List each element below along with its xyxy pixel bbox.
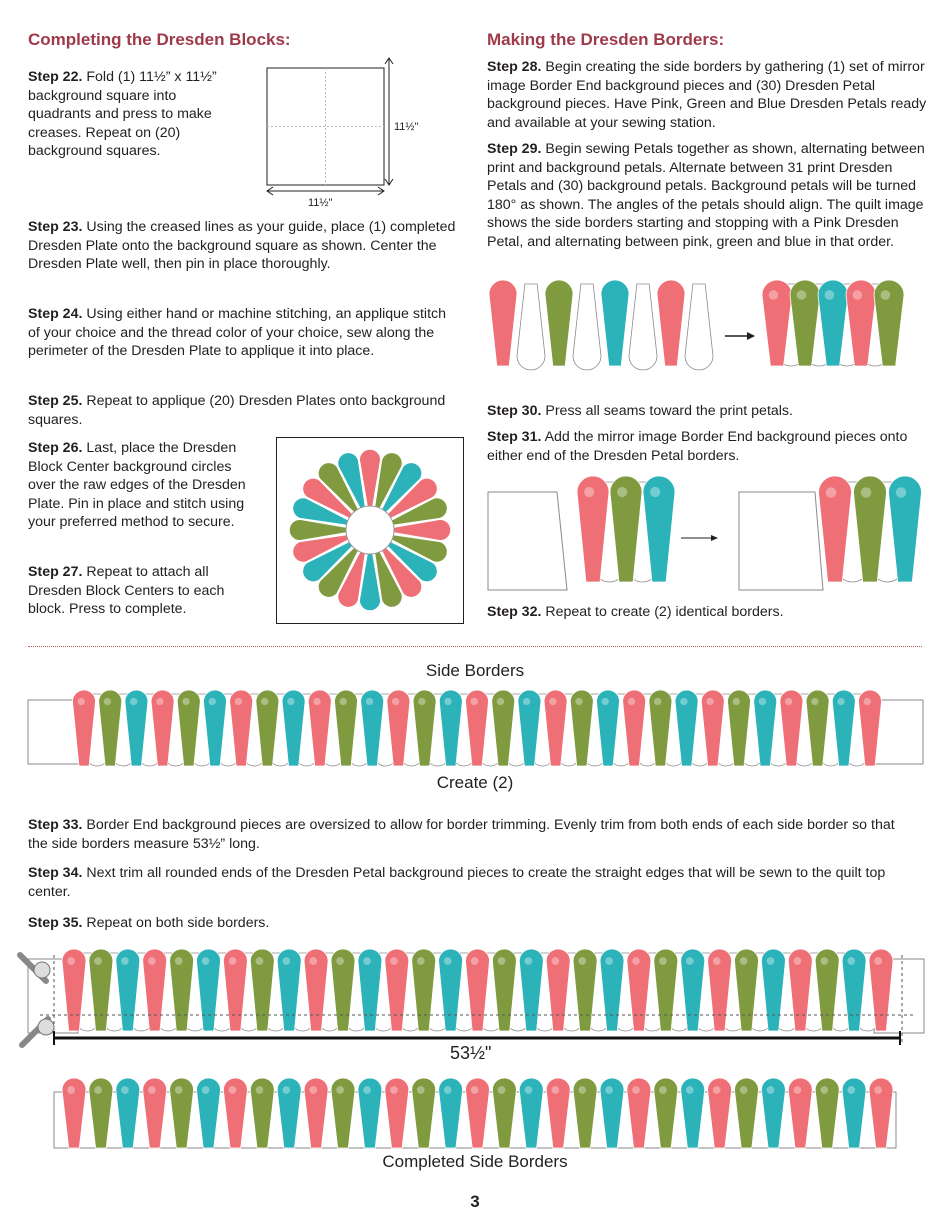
petal-flower-motif bbox=[874, 957, 882, 965]
step-35 bbox=[28, 914, 918, 933]
petal-flower-motif bbox=[650, 487, 660, 497]
petal-flower-motif bbox=[417, 957, 425, 965]
border-end-piece bbox=[739, 492, 823, 590]
left-heading: Completing the Dresden Blocks: bbox=[28, 30, 291, 49]
square-dim-bottom: 11½" bbox=[308, 197, 333, 209]
arrow-head bbox=[747, 332, 755, 340]
petal-flower-motif bbox=[767, 957, 775, 965]
petal-flower-motif bbox=[896, 487, 907, 498]
petal-flower-motif bbox=[148, 1086, 156, 1094]
petal-flower-motif bbox=[659, 1086, 667, 1094]
petal-flower-motif bbox=[706, 698, 713, 705]
print-petal bbox=[489, 280, 517, 366]
border-end-diagram bbox=[485, 470, 925, 595]
petal-flower-motif bbox=[605, 1086, 613, 1094]
petal-flower-motif bbox=[864, 698, 871, 705]
petal-flower-motif bbox=[261, 698, 268, 705]
petal-flower-motif bbox=[363, 1086, 371, 1094]
petal-flower-motif bbox=[628, 698, 635, 705]
petal-flower-motif bbox=[767, 1086, 775, 1094]
petal-flower-motif bbox=[498, 957, 506, 965]
petal-flower-motif bbox=[313, 698, 320, 705]
page-number: 3 bbox=[470, 1192, 480, 1211]
petal-flower-motif bbox=[256, 1086, 264, 1094]
petal-flower-motif bbox=[282, 957, 290, 965]
petal-flower-motif bbox=[826, 487, 837, 498]
step-num: Step 27. bbox=[28, 564, 83, 580]
step-23 bbox=[28, 218, 458, 274]
step-text: Add the mirror image Border End background pieces onto either end of the Dresden Petal borders. bbox=[487, 429, 908, 464]
step-text: Using the creased lines as your guide, place (1) completed Dresden Plate onto the background square as shown. Center the Dresden Plate well, then pin in place thoroughly. bbox=[28, 219, 456, 273]
measure-label: 53½" bbox=[450, 1043, 492, 1063]
petal-flower-motif bbox=[182, 698, 189, 705]
petal-flower-motif bbox=[811, 698, 818, 705]
step-32 bbox=[487, 603, 927, 622]
step-text: Using either hand or machine stitching, an applique stitch of your choice and the thread color of your choice, sew along the perimeter of the Dresden Plate to applique it into place. bbox=[28, 306, 446, 360]
petal-flower-motif bbox=[632, 1086, 640, 1094]
step-num: Step 22. bbox=[28, 69, 83, 85]
step-31 bbox=[487, 428, 927, 465]
step-text: Begin creating the side borders by gathering (1) set of mirror image Border End background pieces and (30) Dresden Petal background pieces. Have Pink, Green and Blue Dresden Petals ready and available at your sewing station. bbox=[487, 59, 927, 131]
step-28 bbox=[487, 58, 927, 132]
petal-flower-motif bbox=[794, 1086, 802, 1094]
step-num: Step 28. bbox=[487, 59, 542, 75]
rotary-cutter-blade bbox=[38, 1019, 54, 1035]
petal-flower-motif bbox=[686, 957, 694, 965]
petal-flower-motif bbox=[578, 1086, 586, 1094]
petal-flower-motif bbox=[584, 487, 594, 497]
petal-flower-motif bbox=[235, 698, 242, 705]
petal-flower-motif bbox=[759, 698, 766, 705]
print-petal bbox=[545, 280, 573, 366]
side-border-strip bbox=[28, 688, 923, 768]
petal-flower-motif bbox=[659, 957, 667, 965]
plate-center bbox=[346, 506, 394, 554]
petal-flower-motif bbox=[287, 698, 294, 705]
petal-flower-motif bbox=[340, 698, 347, 705]
step-num: Step 33. bbox=[28, 817, 83, 833]
petal-flower-motif bbox=[229, 1086, 237, 1094]
petal-flower-motif bbox=[575, 698, 582, 705]
background-petal bbox=[685, 284, 713, 370]
petal-flower-motif bbox=[785, 698, 792, 705]
petal-flower-motif bbox=[444, 1086, 452, 1094]
petal-flower-motif bbox=[67, 1086, 75, 1094]
step-num: Step 26. bbox=[28, 440, 83, 456]
petal-flower-motif bbox=[471, 957, 479, 965]
completed-border-strip bbox=[54, 1078, 896, 1150]
right-heading: Making the Dresden Borders: bbox=[487, 30, 725, 49]
petal-flower-motif bbox=[336, 1086, 344, 1094]
completed-label: Completed Side Borders bbox=[382, 1152, 568, 1171]
petal-flower-motif bbox=[794, 957, 802, 965]
petal-sequence-diagram bbox=[485, 278, 925, 390]
background-square-diagram bbox=[262, 58, 432, 213]
petal-flower-motif bbox=[713, 957, 721, 965]
petal-flower-motif bbox=[209, 698, 216, 705]
step-num: Step 35. bbox=[28, 915, 83, 931]
petal-flower-motif bbox=[861, 487, 872, 498]
petal-flower-motif bbox=[498, 1086, 506, 1094]
petal-flower-motif bbox=[104, 698, 111, 705]
petal-flower-motif bbox=[549, 698, 556, 705]
petal-flower-motif bbox=[525, 957, 533, 965]
petal-flower-motif bbox=[94, 957, 102, 965]
petal-flower-motif bbox=[202, 957, 210, 965]
print-petal bbox=[601, 280, 629, 366]
print-petal bbox=[657, 280, 685, 366]
petal-flower-motif bbox=[417, 1086, 425, 1094]
step-num: Step 31. bbox=[487, 429, 542, 445]
petal-flower-motif bbox=[686, 1086, 694, 1094]
petal-flower-motif bbox=[769, 290, 779, 300]
petal-flower-motif bbox=[740, 1086, 748, 1094]
petal-flower-motif bbox=[551, 1086, 559, 1094]
petal-flower-motif bbox=[175, 1086, 183, 1094]
petal-flower-motif bbox=[78, 698, 85, 705]
petal-flower-motif bbox=[605, 957, 613, 965]
petal-flower-motif bbox=[853, 290, 863, 300]
step-33 bbox=[28, 816, 918, 853]
step-29 bbox=[487, 140, 927, 252]
step-num: Step 29. bbox=[487, 141, 542, 157]
step-num: Step 30. bbox=[487, 403, 542, 419]
step-num: Step 32. bbox=[487, 604, 542, 620]
petal-flower-motif bbox=[654, 698, 661, 705]
petal-flower-motif bbox=[256, 957, 264, 965]
step-25 bbox=[28, 392, 458, 429]
petal-flower-motif bbox=[847, 957, 855, 965]
border-end-piece bbox=[488, 492, 567, 590]
petal-flower-motif bbox=[282, 1086, 290, 1094]
step-24 bbox=[28, 305, 458, 361]
background-petal bbox=[573, 284, 601, 370]
step-text: Repeat to create (2) identical borders. bbox=[541, 604, 784, 620]
step-30 bbox=[487, 402, 927, 421]
background-petal bbox=[517, 284, 545, 370]
petal-flower-motif bbox=[202, 1086, 210, 1094]
step-22 bbox=[28, 68, 240, 161]
petal-flower-motif bbox=[175, 957, 183, 965]
petal-flower-motif bbox=[847, 1086, 855, 1094]
petal-flower-motif bbox=[471, 1086, 479, 1094]
side-borders-label: Side Borders bbox=[425, 661, 525, 680]
petal-flower-motif bbox=[390, 957, 398, 965]
petal-flower-motif bbox=[797, 290, 807, 300]
petal-flower-motif bbox=[881, 290, 891, 300]
petal-flower-motif bbox=[602, 698, 609, 705]
step-text: Border End background pieces are oversized to allow for border trimming. Evenly trim from both ends of each side border so that the side borders measure 53½” long. bbox=[28, 817, 895, 852]
petal-flower-motif bbox=[229, 957, 237, 965]
step-text: Press all seams toward the print petals. bbox=[541, 403, 793, 419]
petal-flower-motif bbox=[680, 698, 687, 705]
background-petal bbox=[629, 284, 657, 370]
step-text: Begin sewing Petals together as shown, alternating between print and background petals. Alternate between 31 print Dresden Petals and (30) background petals. Background petals will be turned 180° as shown. The angles of the petals should align. The quilt image shows the side borders starting and stopping with a Pink Dresden Petal, and alternating between pink, green and blue in that order. bbox=[487, 141, 925, 250]
petal-flower-motif bbox=[497, 698, 504, 705]
petal-flower-motif bbox=[617, 487, 627, 497]
petal-flower-motif bbox=[578, 957, 586, 965]
petal-flower-motif bbox=[825, 290, 835, 300]
petal-flower-motif bbox=[713, 1086, 721, 1094]
trim-border-strip bbox=[16, 945, 928, 1053]
arrow-head bbox=[711, 535, 718, 541]
step-27 bbox=[28, 563, 260, 619]
square-dim-right: 11½" bbox=[394, 121, 419, 133]
petal-flower-motif bbox=[523, 698, 530, 705]
petal-flower-motif bbox=[94, 1086, 102, 1094]
petal-flower-motif bbox=[121, 1086, 129, 1094]
step-text: Repeat to applique (20) Dresden Plates onto background squares. bbox=[28, 393, 446, 428]
rotary-cutter-blade bbox=[34, 962, 50, 978]
step-num: Step 25. bbox=[28, 393, 83, 409]
petal-flower-motif bbox=[336, 957, 344, 965]
petal-flower-motif bbox=[130, 698, 137, 705]
petal-flower-motif bbox=[740, 957, 748, 965]
step-34 bbox=[28, 864, 918, 901]
step-26 bbox=[28, 439, 260, 532]
petal-flower-motif bbox=[471, 698, 478, 705]
petal-flower-motif bbox=[309, 1086, 317, 1094]
petal-flower-motif bbox=[837, 698, 844, 705]
step-text: Repeat to attach all Dresden Block Centers to each block. Press to complete. bbox=[28, 564, 225, 618]
petal-flower-motif bbox=[148, 957, 156, 965]
petal-flower-motif bbox=[525, 1086, 533, 1094]
petal-flower-motif bbox=[309, 957, 317, 965]
step-num: Step 23. bbox=[28, 219, 83, 235]
step-num: Step 24. bbox=[28, 306, 83, 322]
step-text: Next trim all rounded ends of the Dresden Petal background pieces to create the straight edges that will be sewn to the quilt top center. bbox=[28, 865, 886, 900]
petal-flower-motif bbox=[363, 957, 371, 965]
petal-flower-motif bbox=[366, 698, 373, 705]
step-text: Last, place the Dresden Block Center background circles over the raw edges of the Dresden Plate. Pin in place and stitch using your preferred method to secure. bbox=[28, 440, 246, 531]
step-text: Fold (1) 11½” x 11½” background square into quadrants and press to make creases. Repeat on (20) background squares. bbox=[28, 69, 217, 160]
section-divider bbox=[28, 646, 922, 647]
petal-flower-motif bbox=[392, 698, 399, 705]
petal-flower-motif bbox=[733, 698, 740, 705]
create-label: Create (2) bbox=[436, 773, 514, 792]
petal-flower-motif bbox=[820, 957, 828, 965]
petal-flower-motif bbox=[67, 957, 75, 965]
dresden-plate-block bbox=[276, 437, 464, 624]
petal-flower-motif bbox=[121, 957, 129, 965]
step-text: Repeat on both side borders. bbox=[82, 915, 270, 931]
petal-flower-motif bbox=[444, 698, 451, 705]
petal-flower-motif bbox=[632, 957, 640, 965]
petal-flower-motif bbox=[874, 1086, 882, 1094]
petal-flower-motif bbox=[551, 957, 559, 965]
petal-flower-motif bbox=[390, 1086, 398, 1094]
petal-flower-motif bbox=[444, 957, 452, 965]
petal-flower-motif bbox=[418, 698, 425, 705]
petal-flower-motif bbox=[156, 698, 163, 705]
step-num: Step 34. bbox=[28, 865, 83, 881]
petal-flower-motif bbox=[820, 1086, 828, 1094]
